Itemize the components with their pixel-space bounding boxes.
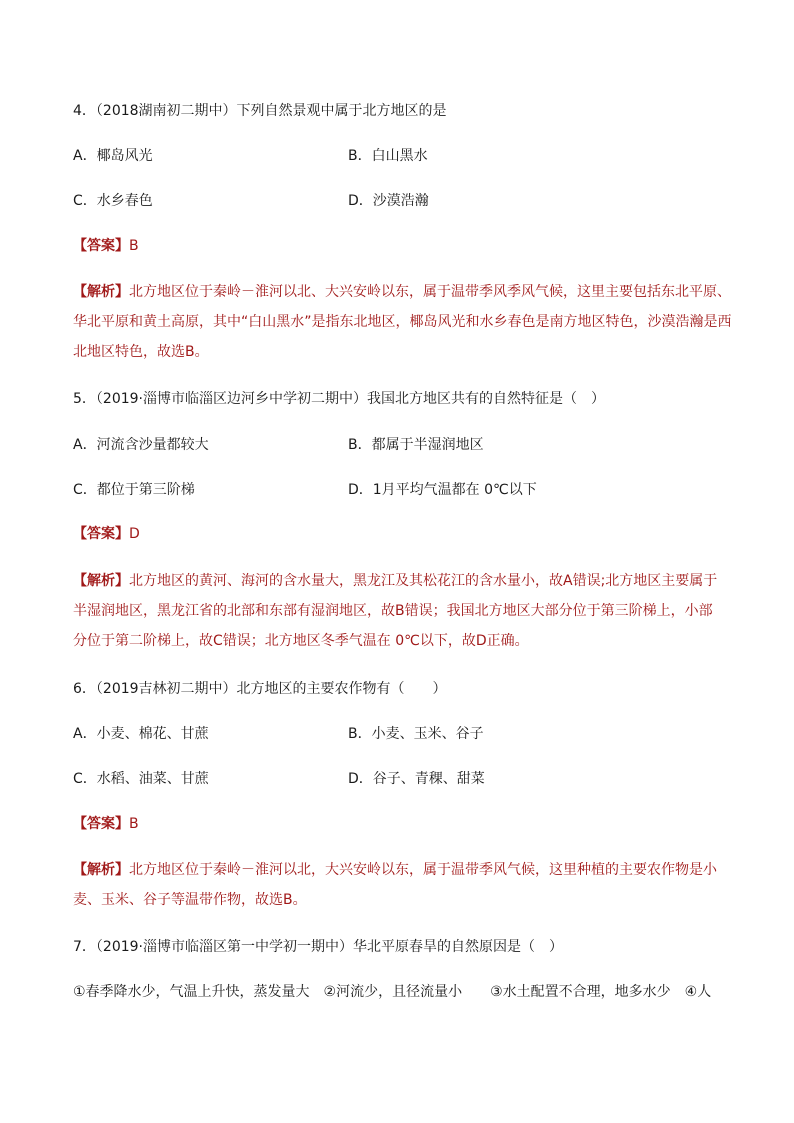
- question-6-stem: 6．（2019吉林初二期中）北方地区的主要农作物有（ ）: [73, 681, 447, 697]
- explanation-line: 麦、玉米、谷子等温带作物，故选B。: [73, 892, 307, 908]
- question-6-option-d: D．谷子、青稞、甜菜: [348, 771, 485, 787]
- question-4-stem: 4．（2018湖南初二期中）下列自然景观中属于北方地区的是: [73, 103, 447, 119]
- question-7-partial-line: ①春季降水少，气温上升快，蒸发量大 ②河流少，且径流量小 ③水土配置不合理，地多水少 ④人: [73, 984, 712, 1000]
- question-5-stem: 5．（2019·淄博市临淄区边河乡中学初二期中）我国北方地区共有的自然特征是（ ）: [73, 391, 605, 407]
- answer-value: B: [129, 238, 139, 254]
- explanation-line: 分位于第二阶梯上，故C错误；北方地区冬季气温在 0℃以下，故D正确。: [73, 633, 529, 649]
- question-7-stem: 7．（2019·淄博市临淄区第一中学初一期中）华北平原春旱的自然原因是（ ）: [73, 939, 563, 955]
- explanation-line: 【解析】北方地区的黄河、海河的含水量大，黑龙江及其松花江的含水量小，故A错误;北方地区主要属于: [73, 573, 718, 589]
- question-4-option-d: D．沙漠浩瀚: [348, 193, 429, 209]
- question-4-option-b: B．白山黑水: [348, 148, 428, 164]
- question-6-answer: [73, 814, 139, 834]
- question-6-option-b: B．小麦、玉米、谷子: [348, 726, 484, 742]
- explanation-label: 【解析】: [73, 284, 129, 300]
- question-4-answer: [73, 236, 139, 256]
- question-5-option-c: C．都位于第三阶梯: [73, 482, 195, 498]
- answer-label: 【答案】: [73, 526, 129, 542]
- question-4-explanation: [73, 277, 733, 367]
- answer-value: B: [129, 816, 139, 832]
- explanation-line: 北地区特色，故选B。: [73, 344, 209, 360]
- question-5-option-b: B．都属于半湿润地区: [348, 437, 484, 453]
- question-4-option-c: C．水乡春色: [73, 193, 153, 209]
- explanation-line: 华北平原和黄土高原，其中“白山黑水”是指东北地区，椰岛风光和水乡春色是南方地区特色，沙漠浩瀚是西: [73, 314, 732, 330]
- question-6-option-a: A．小麦、棉花、甘蔗: [73, 726, 209, 742]
- question-6-explanation: [73, 855, 733, 915]
- question-5-option-a: A．河流含沙量都较大: [73, 437, 209, 453]
- question-5-answer: [73, 524, 140, 544]
- question-5-explanation: [73, 566, 733, 656]
- question-5-option-d: D．1月平均气温都在 0℃以下: [348, 482, 537, 498]
- explanation-label: 【解析】: [73, 573, 129, 589]
- question-6-option-c: C．水稻、油菜、甘蔗: [73, 771, 209, 787]
- question-4-option-a: A．椰岛风光: [73, 148, 153, 164]
- answer-value: D: [129, 526, 140, 542]
- answer-label: 【答案】: [73, 238, 129, 254]
- explanation-label: 【解析】: [73, 862, 129, 878]
- explanation-line: 【解析】北方地区位于秦岭－淮河以北，大兴安岭以东，属于温带季风气候，这里种植的主要农作物是小: [73, 862, 717, 878]
- explanation-line: 【解析】北方地区位于秦岭－淮河以北、大兴安岭以东，属于温带季风季风气候，这里主要包括东北平原、: [73, 284, 731, 300]
- explanation-line: 半湿润地区，黑龙江省的北部和东部有湿润地区，故B错误；我国北方地区大部分位于第三阶梯上，小部: [73, 603, 713, 619]
- answer-label: 【答案】: [73, 816, 129, 832]
